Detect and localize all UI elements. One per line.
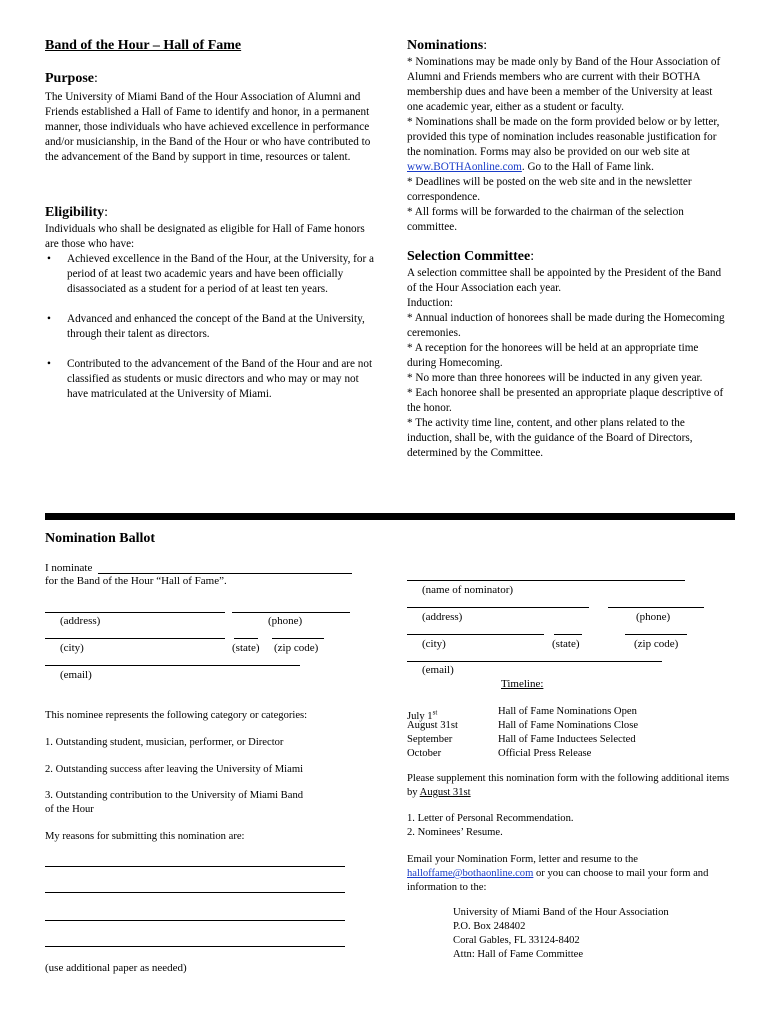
selection-p1: A selection committee shall be appointed by the President of the Band of the Hour Association each year. [407, 267, 722, 294]
category-item: 2. Outstanding success after leaving the University of Miami [45, 764, 304, 775]
eligibility-item: • Contributed to the advancement of the Band of the Hour and are not classified as students or music directors and who may or may not have matriculated at the University of Miami. [45, 357, 375, 402]
address-label: (address) [60, 615, 101, 627]
halloffame-email-link[interactable]: halloffame@bothaonline.com [407, 868, 534, 879]
timeline-row [407, 719, 737, 733]
reasons-label: My reasons for submitting this nomination are: [45, 831, 245, 842]
supplement-item: 1. Letter of Personal Recommendation. [407, 813, 574, 824]
botha-website-link[interactable]: www.BOTHAonline.com [407, 161, 522, 173]
category-item: 1. Outstanding student, musician, performer, or Director [45, 737, 284, 748]
nominee-state-field[interactable] [234, 638, 258, 639]
address-line: Coral Gables, FL 33124-8402 [453, 935, 580, 946]
nominee-phone-field[interactable] [232, 612, 350, 613]
timeline-event: Official Press Release [498, 748, 592, 759]
nominator-phone-field[interactable] [608, 607, 704, 608]
supplement-text: Please supplement this nomination form with the following additional items by August 31st [407, 773, 730, 798]
induction-item: * A reception for the honorees will be held at an appropriate time during Homecoming. [407, 342, 699, 369]
additional-paper-note: (use additional paper as needed) [45, 962, 187, 974]
zip-label: (zip code) [634, 638, 679, 650]
category-block [45, 709, 345, 844]
nominee-name-field[interactable] [98, 573, 352, 574]
i-nominate-label: I nominate [45, 562, 93, 574]
eligibility-heading: Eligibility: [45, 205, 109, 220]
right-column [407, 38, 729, 461]
nominator-email-field[interactable] [407, 661, 662, 662]
phone-label: (phone) [268, 615, 303, 627]
nominee-address-field[interactable] [45, 612, 225, 613]
timeline-heading: Timeline: [501, 678, 544, 690]
mailing-address [453, 906, 733, 962]
timeline-date: July 1st [407, 708, 438, 722]
address-label: (address) [422, 611, 463, 623]
nominations-heading: Nominations: [407, 38, 488, 53]
timeline-row [407, 705, 737, 722]
nominee-city-field[interactable] [45, 638, 225, 639]
timeline-table [407, 705, 737, 761]
nominee-email-field[interactable] [45, 665, 300, 666]
nominator-address-field[interactable] [407, 607, 589, 608]
left-column [45, 38, 375, 402]
city-label: (city) [422, 638, 446, 650]
selection-heading: Selection Committee: [407, 249, 535, 264]
induction-label: Induction: [407, 297, 453, 309]
nominations-p3: * Deadlines will be posted on the web site and in the newsletter correspondence. [407, 176, 692, 203]
supplement-block [407, 772, 732, 895]
state-label: (state) [552, 638, 580, 650]
nominator-zip-field[interactable] [625, 634, 687, 635]
address-line: Attn: Hall of Fame Committee [453, 949, 584, 960]
timeline-date: October [407, 748, 442, 759]
category-intro: This nominee represents the following category or categories: [45, 710, 308, 721]
eligibility-item: • Advanced and enhanced the concept of the Band at the University, through their talent as directors. [45, 312, 375, 342]
ballot-heading: Nomination Ballot [45, 531, 156, 546]
zip-label: (zip code) [274, 642, 319, 654]
supplement-item: 2. Nominees’ Resume. [407, 827, 503, 838]
nominator-name-field[interactable] [407, 580, 685, 581]
induction-item: * The activity time line, content, and other plans related to the induction, shall be, with the guidance of the Board of Directors, determined by the Committee. [407, 417, 693, 459]
for-band-text: for the Band of the Hour “Hall of Fame”. [45, 575, 227, 587]
eligibility-intro: Individuals who shall be designated as eligible for Hall of Fame honors are those who have: [45, 223, 365, 250]
purpose-heading: Purpose: [45, 71, 98, 86]
induction-item: * Annual induction of honorees shall be made during the Homecoming ceremonies. [407, 312, 725, 339]
reasons-line[interactable] [45, 866, 345, 867]
timeline-date: September [407, 734, 453, 745]
city-label: (city) [60, 642, 84, 654]
category-item: 3. Outstanding contribution to the University of Miami Band of the Hour [45, 790, 304, 815]
state-label: (state) [232, 642, 260, 654]
nominator-state-field[interactable] [554, 634, 582, 635]
purpose-body: The University of Miami Band of the Hour Association of Alumni and Friends established a Hall of Fame to identify and honor, in a permanent manner, those individuals who have achieved excellence in performance and/or musicianship, in the Band of the Hour or who have contributed to the advancement of the Band by support in time, resources or talent. [45, 91, 371, 163]
eligibility-item: • Achieved excellence in the Band of the Hour, at the University, for a period of at least two academic years and have been officially disassociated as a student for a period of at least ten years. [45, 252, 375, 297]
nominator-name-label: (name of nominator) [422, 584, 514, 596]
page-title: Band of the Hour – Hall of Fame [45, 38, 242, 53]
reasons-line[interactable] [45, 920, 345, 921]
address-line: P.O. Box 248402 [453, 921, 526, 932]
nominations-p4: * All forms will be forwarded to the chairman of the selection committee. [407, 206, 684, 233]
nominations-p2: * Nominations shall be made on the form provided below or by letter, provided this type of nomination includes reasonable justification for the nomination. Forms may also be provided on our web site at www.BOTHAonline.com. Go to the Hall of Fame link. [407, 116, 720, 173]
timeline-event: Hall of Fame Nominations Close [498, 720, 639, 731]
timeline-event: Hall of Fame Inductees Selected [498, 734, 636, 745]
induction-item: * Each honoree shall be presented an appropriate plaque descriptive of the honor. [407, 387, 724, 414]
email-instruction: Email your Nomination Form, letter and resume to the halloffame@bothaonline.com or you can choose to mail your form and information to the: [407, 854, 709, 893]
nominator-city-field[interactable] [407, 634, 544, 635]
section-divider [45, 513, 735, 520]
timeline-date: August 31st [407, 720, 458, 731]
email-label: (email) [422, 664, 454, 676]
email-label: (email) [60, 669, 92, 681]
eligibility-list [45, 252, 375, 402]
reasons-line[interactable] [45, 946, 345, 947]
reasons-line[interactable] [45, 892, 345, 893]
address-line: University of Miami Band of the Hour Association [453, 907, 669, 918]
timeline-event: Hall of Fame Nominations Open [498, 706, 637, 717]
timeline-row [407, 747, 737, 761]
induction-item: * No more than three honorees will be inducted in any given year. [407, 372, 703, 384]
nominations-p1: * Nominations may be made only by Band of the Hour Association of Alumni and Friends members who are current with their BOTHA membership dues and have been a member of the University at least one academic year, either as a student or faculty. [407, 56, 721, 113]
timeline-row [407, 733, 737, 747]
nominee-zip-field[interactable] [272, 638, 324, 639]
phone-label: (phone) [636, 611, 671, 623]
